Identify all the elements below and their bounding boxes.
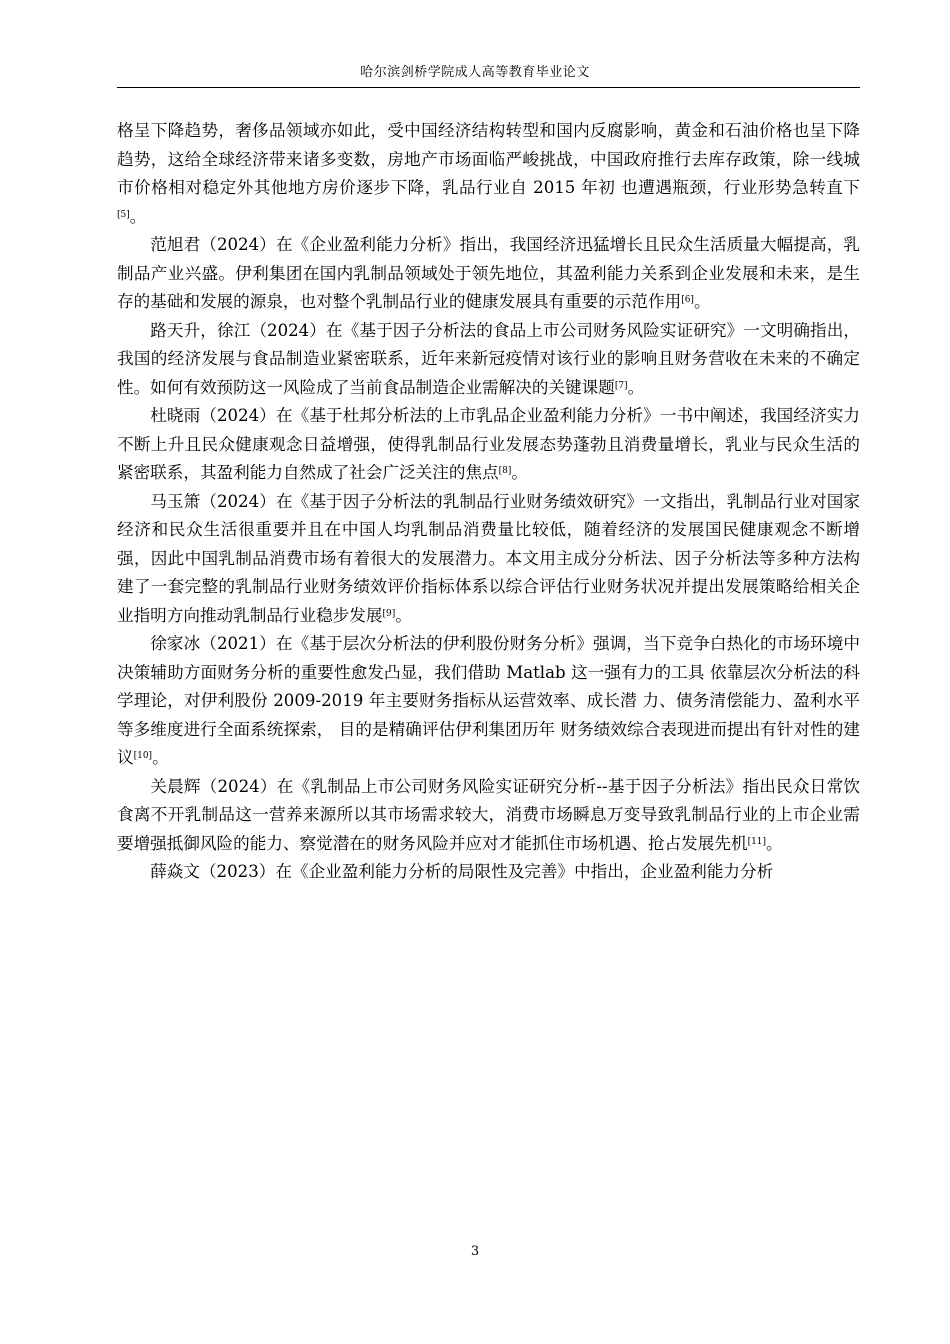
paragraph-tail: 。	[129, 206, 147, 226]
citation-ref: [9]	[382, 608, 396, 619]
body-text	[117, 117, 860, 887]
paragraph-lu-tiansheng	[117, 317, 860, 403]
paragraph-ma-yuxiao	[117, 488, 860, 631]
page-number: 3	[470, 1244, 480, 1259]
paragraph-tail: 。	[766, 833, 783, 853]
paragraph-fan-xujun	[117, 231, 860, 317]
paragraph-tail: 。	[627, 377, 645, 397]
paragraph-text: 关晨辉（2024）在《乳制品上市公司财务风险实证研究分析--基于因子分析法》指出民众日常饮食离不开乳制品这一营养来源所以其市场需求较大，消费市场瞬息万变导致乳制品行业的上市企业需要增强抵御风险的能力、察觉潜在的财务风险并应对才能抓住市场机遇、抢占发展先机	[117, 776, 860, 853]
paragraph-text: 杜晓雨（2024）在《基于杜邦分析法的上市乳品企业盈利能力分析》一书中阐述，我国经济实力不断上升且民众健康观念日益增强，使得乳制品行业发展态势蓬勃且消费量增长，乳业与民众生活的紧密联系，其盈利能力自然成了社会广泛关注的焦点	[117, 406, 860, 482]
header-rule	[117, 87, 860, 88]
citation-ref: [8]	[498, 466, 512, 477]
paragraph-continuation	[117, 117, 860, 231]
citation-ref: [6]	[681, 295, 694, 306]
citation-ref: [7]	[614, 380, 628, 391]
citation-ref: [11]	[747, 836, 767, 847]
paragraph-xu-jiabing	[117, 630, 860, 773]
paragraph-tail: 。	[693, 292, 711, 311]
citation-ref: [10]	[133, 751, 153, 762]
paragraph-text: 格呈下降趋势，奢侈品领域亦如此，受中国经济结构转型和国内反腐影响，黄金和石油价格也呈下降趋势，这给全球经济带来诸多变数，房地产市场面临严峻挑战，中国政府推行去库存政策，除一线城市价格相对稳定外其他地方房价逐步下降，乳品行业自 2015 年初 也遭遇瓶颈，行业形势急转直下	[117, 121, 860, 197]
paragraph-text: 马玉箫（2024）在《基于因子分析法的乳制品行业财务绩效研究》一文指出，乳制品行业对国家经济和民众生活很重要并且在中国人均乳制品消费量比较低，随着经济的发展国民健康观念不断增强，因此中国乳制品消费市场有着很大的发展潜力。本文用主成分分析法、因子分析法等多种方法构建了一套完整的乳制品行业财务绩效评价指标体系以综合评估行业财务状况并提出发展策略给相关企业指明方向推动乳制品行业稳步发展	[117, 491, 860, 625]
paragraph-text: 路天升，徐江（2024）在《基于因子分析法的食品上市公司财务风险实证研究》一文明确指出，我国的经济发展与食品制造业紧密联系，近年来新冠疫情对该行业的影响且财务营收在未来的不确定性。如何有效预防这一风险成了当前食品制造企业需解决的关键课题	[117, 320, 860, 397]
paragraph-tail: 。	[511, 463, 528, 482]
paragraph-du-xiaoyu	[117, 402, 860, 488]
header-title: 哈尔滨剑桥学院成人高等教育毕业论文	[360, 65, 590, 80]
paragraph-text: 徐家冰（2021）在《基于层次分析法的伊利股份财务分析》强调，当下竞争白热化的市场环境中决策辅助方面财务分析的重要性愈发凸显，我们借助 Matlab 这一强有力的工具 依靠层次分析法的科学理论，对伊利股份 2009-2019 年主要财务指标从运营效率、成长潜 力、债务清偿能力、盈利水平等多维度进行全面系统探索， 目的是精确评估伊利集团历年 财务绩效综合表现进而提出有针对性的建议	[117, 634, 860, 767]
paragraph-tail: 。	[395, 605, 412, 625]
paragraph-text: 范旭君（2024）在《企业盈利能力分析》指出，我国经济迅猛增长且民众生活质量大幅提高，乳制品产业兴盛。伊利集团在国内乳制品领域处于领先地位，其盈利能力关系到企业发展和未来，是生存的基础和发展的源泉，也对整个乳制品行业的健康发展具有重要的示范作用	[117, 235, 860, 311]
paragraph-tail: 。	[152, 748, 169, 767]
paragraph-xue-yanwen	[117, 858, 860, 887]
paragraph-guan-chenhui	[117, 773, 860, 859]
citation-ref: [5]	[117, 209, 130, 220]
paragraph-text: 薛焱文（2023）在《企业盈利能力分析的局限性及完善》中指出，企业盈利能力分析	[150, 862, 774, 881]
